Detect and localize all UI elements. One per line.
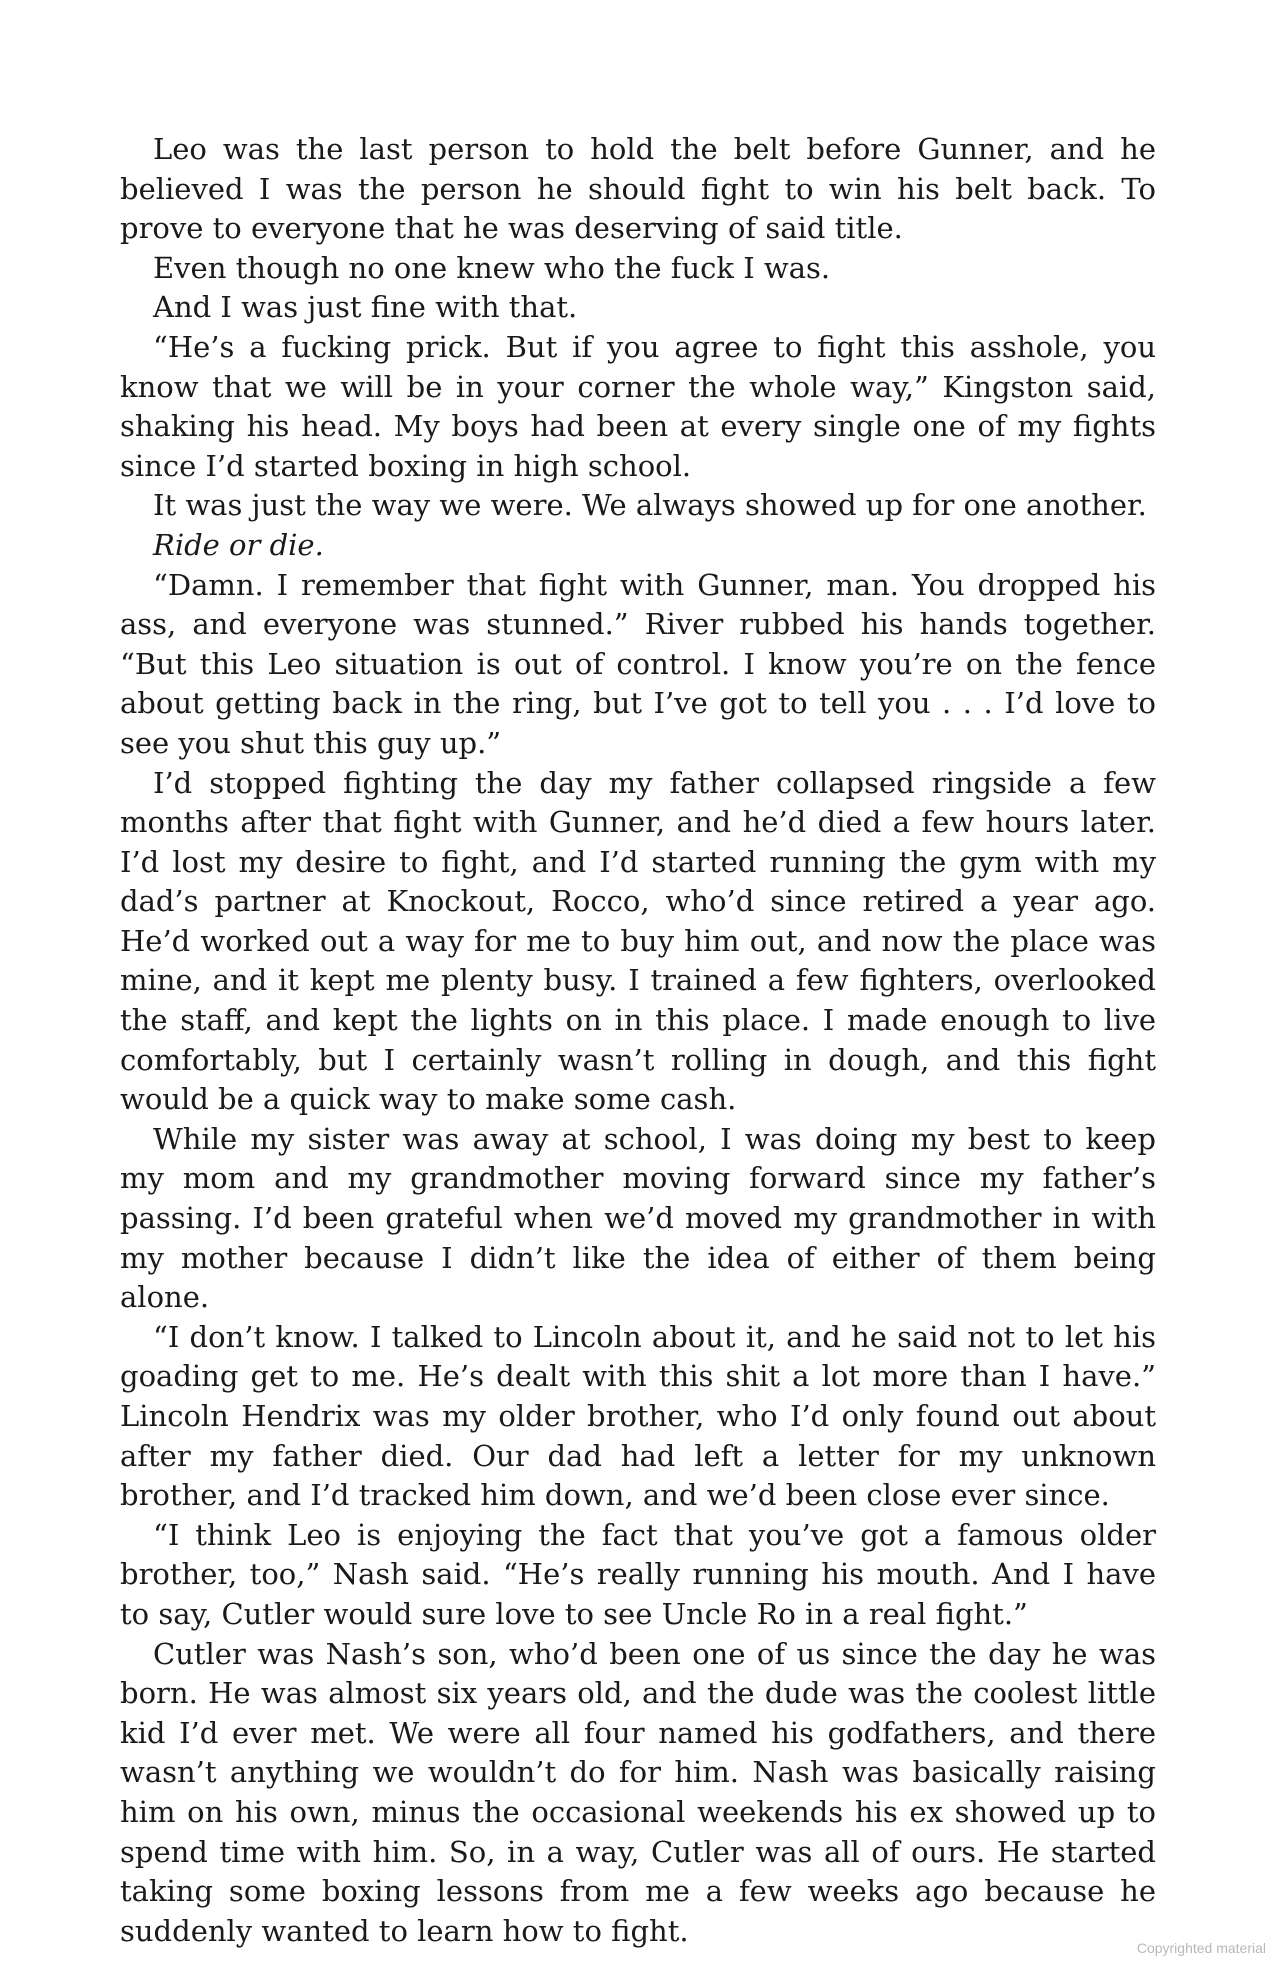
paragraph: “I don’t know. I talked to Lincoln about it, and he said not to let his goading get to me. He’s dealt with this shit a lot more than I have.” Lincoln Hendrix was my older brother, who I’d only found out about after my father died. Our dad had left a letter for my unknown brother, and I’d tracked him down, and we’d been close ever since. [120, 1319, 1156, 1513]
paragraph: And I was just fine with that. [153, 290, 578, 325]
paragraph: “Damn. I remember that fight with Gunner, man. You dropped his ass, and everyone was stunned.” River rubbed his hands together. “But this Leo situation is out of control. I know you’re on the fence about getting back in the ring, but I’ve got to tell you . . . I’d love to see you shut this guy up.” [120, 567, 1156, 760]
paragraph: Even though no one knew who the fuck I was. [153, 250, 831, 285]
paragraph: It was just the way we were. We always showed up for one another. [153, 488, 1147, 523]
body-text [120, 130, 1156, 1951]
paragraph: “He’s a fucking prick. But if you agree to fight this asshole, you know that we will be in your corner the whole way,” Kingston said, shaking his head. My boys had been at every single one of my fights since I’d started boxing in high school. [120, 329, 1156, 483]
paragraph: Leo was the last person to hold the belt before Gunner, and he believed I was the person he should fight to win his belt back. To prove to everyone that he was deserving of said title. [120, 132, 1156, 246]
paragraph: While my sister was away at school, I was doing my best to keep my mom and my grandmother moving forward since my father’s passing. I’d been grateful when we’d moved my grandmother in with my mother because I didn’t like the idea of either of them being alone. [120, 1121, 1156, 1315]
paragraph: “I think Leo is enjoying the fact that you’ve got a famous older brother, too,” Nash said. “He’s really running his mouth. And I have to say, Cutler would sure love to see Uncle Ro in a real fight.” [120, 1517, 1156, 1631]
copyright-notice: Copyrighted material [1136, 1940, 1266, 1956]
paragraph-italic: Ride or die. [153, 527, 324, 562]
paragraph: Cutler was Nash’s son, who’d been one of us since the day he was born. He was almost six years old, and the dude was the coolest little kid I’d ever met. We were all four named his godfathers, and there wasn’t anything we wouldn’t do for him. Nash was basically raising him on his own, minus the occasional weekends his ex showed up to spend time with him. So, in a way, Cutler was all of ours. He started taking some boxing lessons from me a few weeks ago because he suddenly wanted to learn how to fight. [120, 1636, 1156, 1948]
paragraph: I’d stopped fighting the day my father collapsed ringside a few months after that fight with Gunner, and he’d died a few hours later. I’d lost my desire to fight, and I’d started running the gym with my dad’s partner at Knockout, Rocco, who’d since retired a year ago. He’d worked out a way for me to buy him out, and now the place was mine, and it kept me plenty busy. I trained a few fighters, overlooked the staff, and kept the lights on in this place. I made enough to live comfortably, but I certainly wasn’t rolling in dough, and this fight would be a quick way to make some cash. [120, 765, 1156, 1117]
